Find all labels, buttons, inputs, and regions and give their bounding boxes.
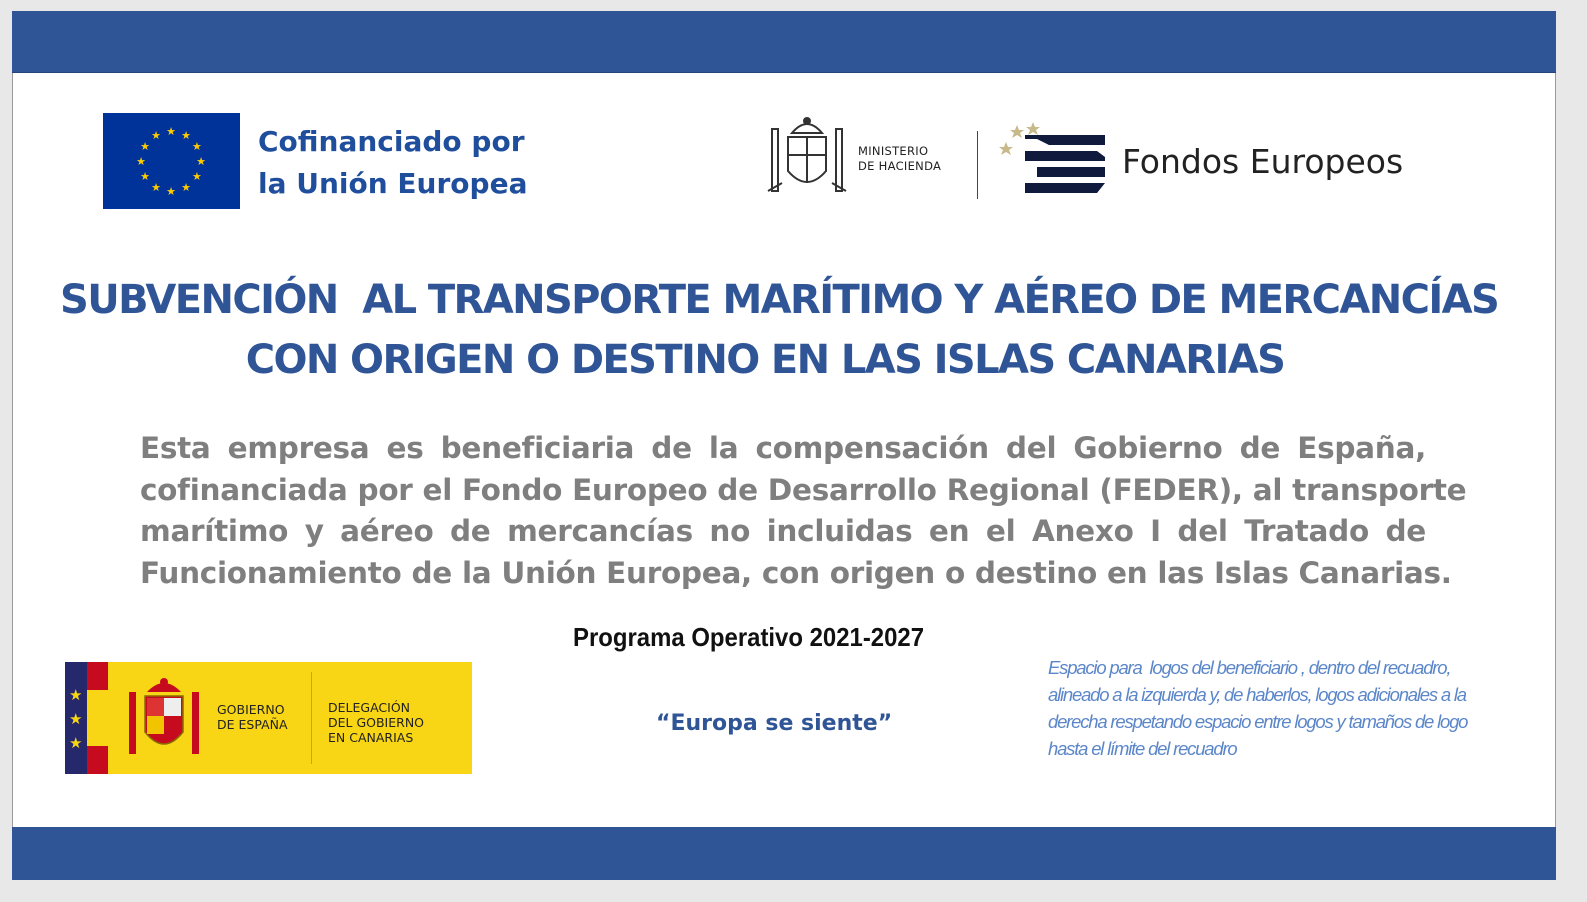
eu-star-icon: ★ [166, 186, 176, 198]
eu-stars-icon [103, 113, 240, 209]
espacio-logos-note [1048, 654, 1518, 762]
delegacion-line1: DELEGACIÓN [328, 700, 411, 715]
eu-star-icon: ★ [192, 141, 202, 153]
eu-star-icon: ★ [192, 171, 202, 183]
gobierno-espana-text [217, 702, 288, 732]
star-icon: ★ [69, 735, 83, 752]
delegacion-line2: DEL GOBIERNO [328, 715, 425, 730]
espacio-line2: alineado a la izquierda y, de haberlos, logos adicionales a la [1048, 684, 1466, 705]
title-line2: CON ORIGEN O DESTINO EN LAS ISLAS CANARIAS [245, 337, 1285, 383]
eu-flag-logo [103, 113, 240, 209]
eu-star-icon: ★ [151, 181, 161, 194]
programa-operativo: Programa Operativo 2021-2027 [573, 622, 925, 652]
eu-star-icon: ★ [140, 141, 150, 153]
europa-se-siente-slogan: “Europa se siente” [656, 711, 893, 736]
body-line2: cofinanciada por el Fondo Europeo de Desarrollo Regional (FEDER), al transporte [140, 472, 1467, 507]
gobierno-separator [311, 672, 312, 764]
eu-star-icon: ★ [136, 156, 146, 168]
eu-star-icon: ★ [140, 171, 150, 183]
top-band [12, 11, 1556, 73]
ministerio-line2: DE HACIENDA [858, 159, 942, 173]
coat-of-arms-icon [766, 113, 848, 201]
eu-text-line1: Cofinanciado por [258, 125, 525, 158]
eu-star-icon: ★ [181, 181, 191, 194]
body-line1: Esta empresa es beneficiaria de la compensación del Gobierno de España, [140, 431, 1426, 465]
eu-star-icon: ★ [166, 126, 176, 138]
espacio-line3: derecha respetando espacio entre logos y tamaños de logo [1048, 711, 1468, 732]
ministerio-line1: MINISTERIO [858, 144, 929, 158]
delegacion-line3: EN CANARIAS [328, 730, 414, 745]
star-icon: ★ [69, 687, 83, 704]
body-line3: marítimo y aéreo de mercancías no incluidas en el Anexo I del Tratado de [140, 514, 1426, 548]
espacio-line4: hasta el límite del recuadro [1048, 738, 1237, 759]
body-paragraph [140, 428, 1467, 594]
logo-divider [977, 131, 978, 199]
fondos-europeos-logo-icon [997, 121, 1112, 199]
spain-flag-yellow [87, 690, 108, 746]
gobierno-espana-logo [65, 662, 472, 774]
bottom-band [12, 827, 1556, 880]
star-icon: ★ [69, 711, 83, 728]
eu-star-icon: ★ [196, 156, 206, 168]
body-line4: Funcionamiento de la Unión Europea, con origen o destino en las Islas Canarias. [140, 555, 1452, 590]
gobierno-line2: DE ESPAÑA [217, 717, 288, 732]
eu-strip [65, 662, 87, 774]
eu-star-icon: ★ [181, 130, 191, 143]
eu-text-line2: la Unión Europea [258, 167, 528, 200]
espacio-line1: Espacio para logos del beneficiario , dentro del recuadro, [1048, 657, 1451, 678]
fondos-europeos-text: Fondos Europeos [1122, 142, 1404, 181]
coat-of-arms-icon [125, 674, 203, 764]
gobierno-line1: GOBIERNO [217, 702, 285, 717]
eu-cofinanciado-text [258, 121, 527, 205]
eu-star-icon: ★ [151, 130, 161, 143]
ministerio-hacienda-text [858, 144, 941, 174]
title-line1: SUBVENCIÓN AL TRANSPORTE MARÍTIMO Y AÉREO DE MERCANCÍAS [60, 277, 1499, 323]
delegacion-text [328, 700, 424, 745]
